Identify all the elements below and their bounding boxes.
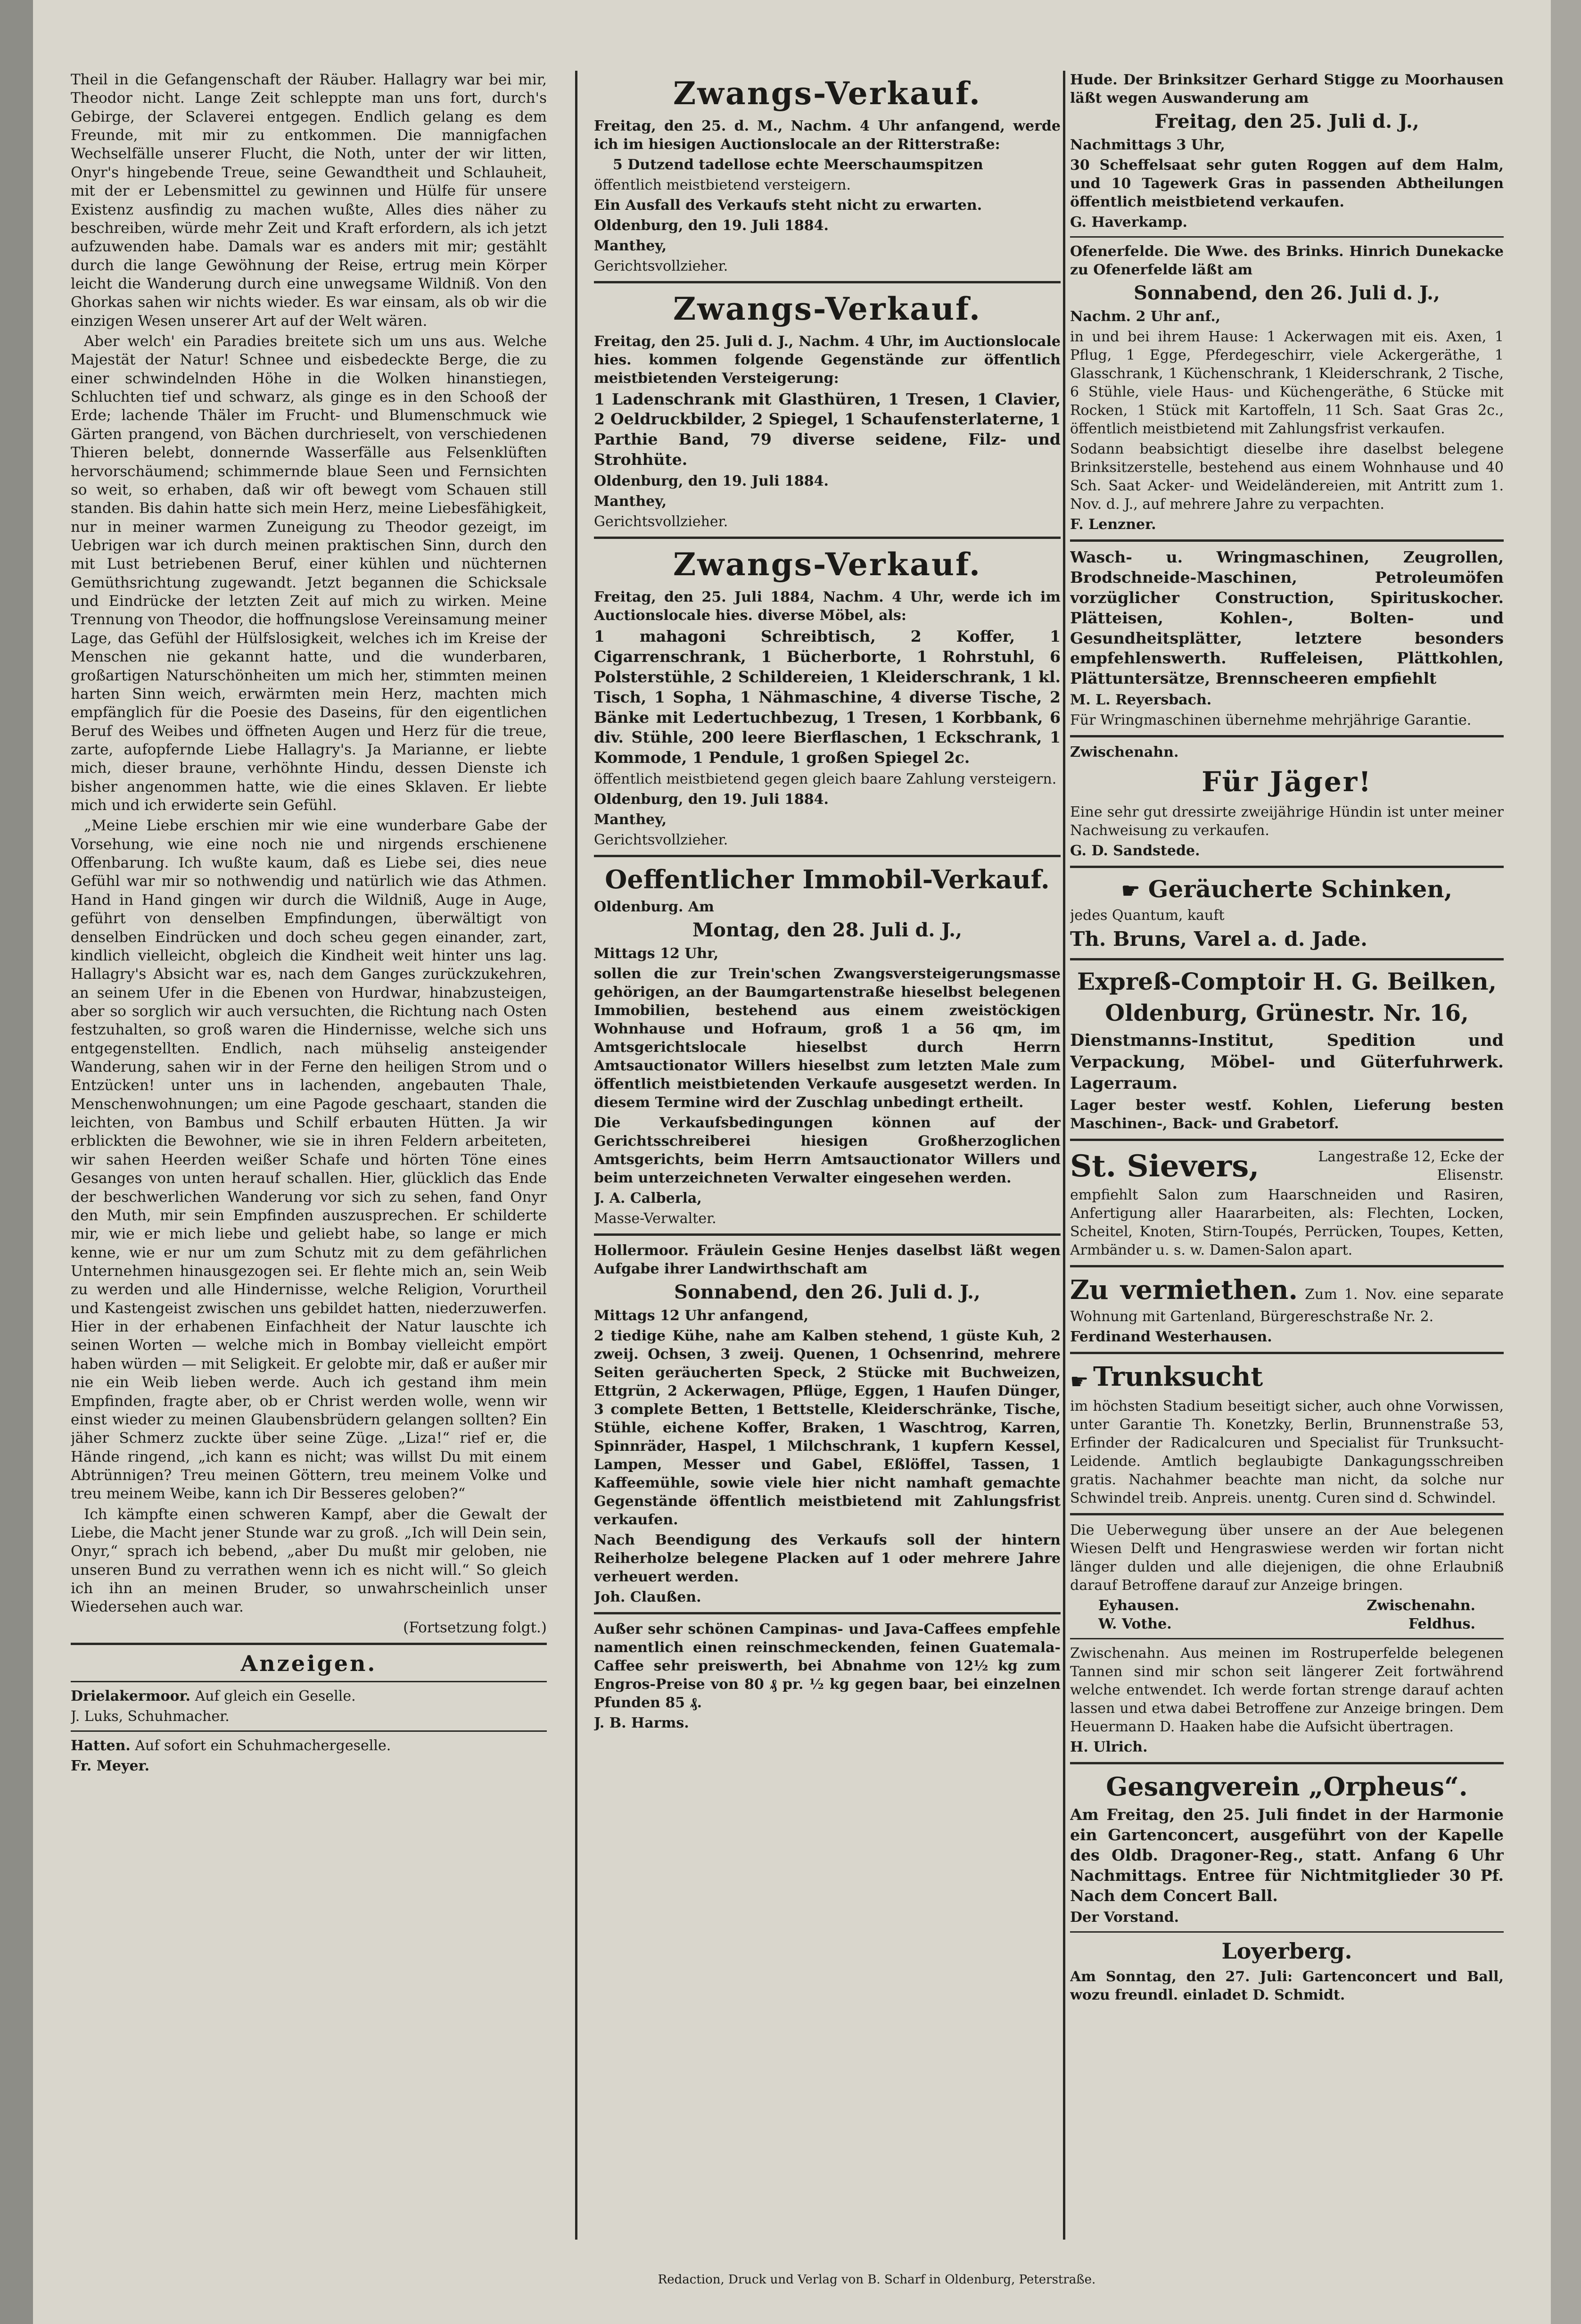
barber-ad	[1070, 1147, 1504, 1259]
ad-note: Ein Ausfall des Verkaufs steht nicht zu erwarten.	[594, 197, 982, 214]
ad-signature-title: Gerichtsvollzieher.	[594, 832, 728, 849]
ad-intro: Hude. Der Brinksitzer Gerhard Stigge zu Moorhausen läßt wegen Auswanderung am	[1070, 72, 1504, 107]
pointing-hand-icon: ☛	[1070, 1370, 1089, 1394]
ad-dateline: Oldenburg, den 19. Juli 1884.	[594, 791, 829, 808]
ad-signature: M. L. Reyersbach.	[1070, 692, 1212, 709]
ad-body: Die Verkaufsbedingungen können auf der Gerichtsschreiberei hiesigen Großherzoglichen Amtsgerichts, beim Herrn Amtsauctionator Willers und beim unterzeichneten Verwalter eingesehen werden.	[594, 1115, 1061, 1187]
story-paragraph: „Meine Liebe erschien mir wie eine wunderbare Gabe der Vorsehung, wie eine noch nie und nirgends erschienene Offenbarung. Ich wußte kaum, daß es Liebe sei, dies neue Gefühl war mir so nothwendig und natürlich wie das Athmen. Hand in Hand gingen wir durch die Wildniß, Auge in Auge, geführt von denselben Empfindungen, überwältigt von denselben Eindrücken und doch scheu gegen einander, zart, kindlich vielleicht, obgleich die Kindheit weit hinter uns lag. Hallagry's Absicht war es, nach dem Ganges zurückzukehren, an seinem Ufer in die Ebenen von Hurdwar, hinabzusteigen, aber so sorglich wir auch versuchten, die Richtung nach Osten festzuhalten, so groß waren die Hindernisse, welche sich uns entgegenstellten. Endlich, nach mühselig ansteigender Wanderung, sahen wir in der Ferne den heiligen Strom und o Entzücken! unter uns in lachenden, angebauten Thale, Menschenwohnungen; um eine Pagode geschaart, standen die leichten, von Bambus und Schilf erbauten Hütten. Ja wir erblickten die Bewohner, wie sie in ihren Feldern arbeiteten, wir sahen Heerden weißer Schafe und hörten Töne eines Gesanges von unten herauf schallen. Hier, glücklich das Ende der beschwerlichen Wanderung vor sich zu sehen, fand Onyr den Muth, mir sein Empfinden auszusprechen. Er schilderte mir, wie er mich liebe und geliebt habe, so lange er mich kenne, wie er nur um zum Schutz mit zu dem gefährlichen Unternehmen hinausgezogen sei. Er flehte mich an, sein Weib zu werden und alle Hindernisse, welche Religion, Vorurtheil und Kastengeist zwischen uns gebildet hatten, niederzuwerfen. Hier in der erhabenen Einfachheit der Natur lauschte ich seinen Worten — welche mich in Bombay vielleicht empört haben würden — mit Seligkeit. Er gelobte mir, daß er außer mir nie ein Weib lieben werde. Auch ich gestand ihm mein Empfinden, fragte aber, ob er Christ werden wolle, wenn wir einst wieder zu meinen Glaubensbrüdern gelangen sollten? Ein jäher Schmerz zuckte über seine Züge. „Liza!“ rief er, die Hände ringend, „ich kann es nicht; was willst Du mit einem Abtrünnigen? Treu meinen Göttern, treu meinem Volke und treu meinem Weibe, kann ich Dir Besseres geloben?“	[71, 817, 547, 1503]
auction-ad-3	[594, 545, 1061, 849]
ad-body: Sodann beabsichtigt dieselbe ihre daselbst belegene Brinksitzerstelle, bestehend aus einem Wohnhause und 40 Sch. Saat Acker- und Weideländereien, mit Antritt zum 1. Nov. d. J., auf mehrere Jahre zu verpachten.	[1070, 441, 1504, 513]
ad-title: Für Jäger!	[1202, 766, 1372, 798]
ad-signature: G. Haverkamp.	[1070, 214, 1187, 231]
ad-place: Hatten.	[71, 1737, 131, 1754]
ad-signature: Manthey,	[594, 811, 667, 828]
ad-text: Am Sonntag, den 27. Juli: Gartenconcert und Ball, wozu freundl. einladet D. Schmidt.	[1070, 1968, 1504, 2003]
timber-notice-ad	[1070, 1644, 1504, 1756]
farm-auction-ad	[594, 1241, 1061, 1606]
ad-items: 1 Ladenschrank mit Glasthüren, 1 Tresen, 1 Clavier, 2 Oeldruckbilder, 2 Spiegel, 1 Schaufensterlaterne, 1 Parthie Band, 79 diverse seidene, Filz- und Strohhüte.	[594, 389, 1061, 469]
ad-firm: Th. Bruns, Varel a. d. Jade.	[1070, 927, 1367, 951]
ad-text: Zum 1. Nov. eine separate Wohnung mit Gartenland, Bürgereschstraße Nr. 2.	[1070, 1286, 1504, 1325]
ad-text: Dienstmanns-Institut, Spedition und Verpackung, Möbel- und Güterfuhrwerk. Lagerraum.	[1070, 1031, 1504, 1093]
ad-title: Zwangs-Verkauf.	[673, 75, 982, 112]
ad-text: Auf sofort ein Schuhmachergeselle.	[135, 1737, 391, 1754]
column-rule	[1063, 71, 1065, 2240]
ad-text: im höchsten Stadium beseitigt sicher, auch ohne Vorwissen, unter Garantie Th. Konetzky, Berlin, Brunnenstraße 53, Erfinder der Radicalcuren und Specialist für Trunksucht-Leidende. Amtlich beglaubigte Dankagungsschreiben gratis. Nachahmer beachte man nicht, da solche nur Schwindel treib. Anpreis. unentg. Curen sind d. Schwindel.	[1070, 1398, 1504, 1507]
ad-text: jedes Quantum, kauft	[1070, 907, 1225, 924]
ad-text: Eine sehr gut dressirte zweijährige Hündin ist unter meiner Nachweisung zu verkaufen.	[1070, 803, 1504, 839]
ad-dateline: Oldenburg, den 19. Juli 1884.	[594, 217, 829, 234]
ad-note: Für Wringmaschinen übernehme mehrjährige Garantie.	[1070, 712, 1472, 729]
ad-title: Zu vermiethen.	[1070, 1274, 1298, 1306]
column-story	[71, 71, 547, 1777]
ad-item: 5 Dutzend tadellose echte Meerschaumspitzen	[613, 156, 983, 173]
ad-signature: W. Vothe.	[1098, 1616, 1172, 1633]
ad-address: Langestraße 12, Ecke der Elisenstr.	[1318, 1149, 1504, 1184]
classified-ad	[71, 1737, 547, 1775]
meadow-notice-ad	[1070, 1521, 1504, 1633]
ad-signature: Fr. Meyer.	[71, 1758, 150, 1775]
ad-text: Auf gleich ein Geselle.	[195, 1688, 356, 1705]
ad-signature: Der Vorstand.	[1070, 1909, 1179, 1926]
ad-time: Mittags 12 Uhr,	[594, 945, 719, 962]
ad-body: Freitag, den 25. Juli 1884, Nachm. 4 Uhr, werde ich im Auctionslocale hies. diverse Möbel, als:	[594, 588, 1061, 624]
ad-body: Nach Beendigung des Verkaufs soll der hintern Reiherholze belegene Placken auf 1 oder mehrere Jahre verheuert werden.	[594, 1532, 1061, 1586]
story-paragraph: Ich kämpfte einen schweren Kampf, aber die Gewalt der Liebe, die Macht jener Stunde war zu groß. „Ich will Dein sein, Onyr,“ sprach ich bebend, „aber Du mußt mir geloben, nie unseren Bund zu verrathen wenn ich es nicht will.“ So gleich ich ihn an meinen Bruder, so unwahrscheinlich unser Wiedersehen auch war.	[71, 1505, 547, 1616]
ad-text: Außer sehr schönen Campinas- und Java-Caffees empfehle namentlich einen reinschmeckenden, feinen Guatemala-Caffee sehr preiswerth, bei Abnahme von 12½ kg zum Engros-Preise von 80 ₰ pr. ½ kg gegen baar, bei einzelnen Pfunden 85 ₰.	[594, 1621, 1061, 1712]
ad-title: St. Sievers,	[1070, 1148, 1260, 1184]
ad-body: in und bei ihrem Hause: 1 Ackerwagen mit eis. Axen, 1 Pflug, 1 Egge, Pferdegeschirr, viele Ackergeräthe, 1 Glasschrank, 1 Küchenschrank, 1 Kleiderschrank, 2 Tische, 6 Stühle, viele Haus- und Küchengeräthe, 6 Stücke mit Rocken, 1 Stück mit Kartoffeln, 11 Sch. Saat Gras 2c., öffentlich meistbietend mit Zahlungsfrist verkaufen.	[1070, 329, 1504, 437]
ad-title: Trunksucht	[1093, 1361, 1263, 1392]
story-paragraph: Aber welch' ein Paradies breitete sich um uns aus. Welche Majestät der Natur! Schnee und eisbedeckte Berge, die zu einer schwindelnden Höhe in die Wolken hinanstiegen, Schluchten tief und schwarz, als ginge es in den Schooß der Erde; lachende Thäler im Frucht- und Blumenschmuck wie Gärten prangend, von Bächen durchrieselt, von verschiedenen Thieren belebt, donnernde Wasserfälle aus Felsenklüften hervorschäumend; schimmernde blaue Seen und Fernsichten so weit, so erhaben, daß wir oft bewegt vom Schauen still standen. Bis dahin hatte sich mein Herz, meine Liebesfähigkeit, nur in meiner warmen Zuneigung zu Theodor gezeigt, im Uebrigen war ich durch meinen praktischen Sinn, durch den mit Lust betriebenen Beruf, einer kühlen und nüchternen Gemüthsrichtung zugewandt. Jetzt begannen die Schicksale und Eindrücke der letzten Zeit auf mich zu wirken. Meine Trennung von Theodor, die hoffnungslose Vereinsamung meiner Lage, das Gefühl der Hülfslosigkeit, welches ich im Kreise der Menschen nie gekannt hatte, und die wunderbaren, großartigen Naturschönheiten um mich her, stimmten meinen harten Sinn weich, erwärmten mein Herz, machten mich empfänglich für die Poesie des Daseins, für den eigentlichen Beruf des Weibes und öffneten Augen und Herz für die treue, zarte, aufopfernde Liebe Hallagry's. Ja Marianne, er liebte mich, dieser braune, verhöhnte Hindu, dessen Dienste ich bisher angenommen hatte, wie die eines Sklaven. Er liebte mich und ich erwiderte sein Gefühl.	[71, 333, 547, 814]
column-ads	[1070, 71, 1504, 2006]
serial-story	[71, 71, 547, 1637]
ad-intro: Ofenerfelde. Die Wwe. des Brinks. Hinrich Dunekacke zu Ofenerfelde läßt am	[1070, 243, 1504, 278]
ad-items: 2 tiedige Kühe, nahe am Kalben stehend, 1 güste Kuh, 2 zweij. Ochsen, 3 zweij. Quenen, 1 Ochsenrind, mehrere Seiten geräucherten Speck, 2 Stücke mit Buchweizen, Ettgrün, 2 Ackerwagen, Pflüge, Eggen, 1 Haufen Dünger, 3 complete Betten, 1 Bettstelle, Kleiderschränke, Tische, Stühle, eichene Koffer, Braken, 1 Waschtrog, Karren, Spinnräder, Haspel, 1 Milchschrank, 1 kupfern Kessel, Lampen, Messer und Gabel, Eßlöffel, Tassen, 1 Kaffeemühle, sowie viele hier nicht namhaft gemachte Gegenstände öffentlich meistbietend mit Zahlungsfrist verkaufen.	[594, 1328, 1061, 1529]
ad-text: Zwischenahn. Aus meinen im Rostruperfelde belegenen Tannen sind mir schon seit längerer Zeit fortwährend welche entwendet. Ich werde fortan strenge darauf achten lassen und etwa dabei Betroffene zur Anzeige bringen. Dem Heuermann D. Haaken habe die Aufsicht übertragen.	[1070, 1645, 1504, 1736]
ham-ad	[1070, 874, 1504, 952]
ad-title: Geräucherte Schinken,	[1148, 875, 1453, 903]
ad-text: Wasch- u. Wringmaschinen, Zeugrollen, Brodschneide-Maschinen, Petroleumöfen vorzüglicher Construction, Spirituskocher. Plätteisen, Kohlen-, Bolten- und Gesundheitsplätter, letztere besonders empfehlenswerth. Ruffeleisen, Plättkohlen, Plättuntersätze, Brennscheeren empfiehlt	[1070, 548, 1504, 688]
ad-date: Sonnabend, den 26. Juli d. J.,	[674, 1281, 980, 1304]
ad-body: öffentlich meistbietend versteigern.	[594, 176, 851, 193]
ad-signature: Manthey,	[594, 237, 667, 254]
imprint-line: Redaction, Druck und Verlag von B. Scharf in Oldenburg, Peterstraße.	[658, 2273, 1096, 2287]
ad-signature: Ferdinand Westerhausen.	[1070, 1328, 1272, 1345]
alcoholism-cure-ad	[1070, 1360, 1504, 1508]
express-office-ad	[1070, 966, 1504, 1133]
ad-title: Zwangs-Verkauf.	[673, 290, 982, 327]
ad-body: Freitag, den 25. d. M., Nachm. 4 Uhr anfangend, werde ich im hiesigen Auctionslocale an der Ritterstraße:	[594, 117, 1061, 153]
story-paragraph: Theil in die Gefangenschaft der Räuber. Hallagry war bei mir, Theodor nicht. Lange Zeit schleppte man uns fort, durch's Gebirge, der Sclaverei entgegen. Endlich gelang es dem Freunde, mit mir zu entkommen. Die mannigfachen Wechselfälle unserer Flucht, die Noth, unter der wir litten, Onyr's hingebende Treue, seine Gewandtheit und Schlauheit, mit der er Lebensmittel zu gewinnen und Hülfe für unsere Existenz ausfindig zu machen wußte, Alles dies näher zu beschreiben, würde mehr Zeit und Kraft erfordern, als ich jetzt aufzuwenden habe. Damals war es anders mit mir; gestählt durch die lange Gewöhnung der Reise, ertrug mein Körper leicht die Wanderung durch eine unwegsame Wildniß. Von den Ghorkas sahen wir nichts wieder. Es war einsam, als ob wir die einzigen Wesen unserer Art auf der Welt wären.	[71, 71, 547, 330]
ad-place: Zwischenahn.	[1070, 744, 1179, 761]
ad-time: Nachmittags 3 Uhr,	[1070, 137, 1225, 153]
household-sale-ad	[1070, 242, 1504, 534]
hardware-ad	[1070, 547, 1504, 729]
garden-concert-ad	[1070, 1937, 1504, 2004]
ad-signature: F. Lenzner.	[1070, 516, 1156, 533]
ad-text: Am Freitag, den 25. Juli findet in der Harmonie ein Gartenconcert, ausgeführt von der Kapelle des Oldb. Dragoner-Reg., statt. Anfang 6 Uhr Nachmittags. Entree für Nichtmitglieder 30 Pf. Nach dem Concert Ball.	[1070, 1805, 1504, 1905]
ad-intro: Hollermoor. Fräulein Gesine Henjes daselbst läßt wegen Aufgabe ihrer Landwirthschaft am	[594, 1242, 1061, 1278]
ad-time: Nachm. 2 Uhr anf.,	[1070, 308, 1221, 325]
pointing-hand-icon: ☛	[1121, 879, 1140, 903]
auction-ad-2	[594, 289, 1061, 531]
ad-signature-title: Gerichtsvollzieher.	[594, 513, 728, 530]
ad-date: Montag, den 28. Juli d. J.,	[692, 919, 962, 942]
ad-title: Oeffentlicher Immobil-Verkauf.	[605, 864, 1050, 895]
ad-title: Zwangs-Verkauf.	[673, 546, 982, 583]
coffee-ad	[594, 1620, 1061, 1732]
ad-signature: Manthey,	[594, 493, 667, 510]
ad-signature: H. Ulrich.	[1070, 1739, 1148, 1756]
ad-signature-title: Masse-Verwalter.	[594, 1210, 716, 1227]
ad-items: 30 Scheffelsaat sehr guten Roggen auf dem Halm, und 10 Tagewerk Gras in passenden Abtheilungen öffentlich meistbietend verkaufen.	[1070, 157, 1504, 210]
ad-signature: Joh. Claußen.	[594, 1589, 701, 1606]
choir-concert-ad	[1070, 1770, 1504, 1927]
ad-signature: G. D. Sandstede.	[1070, 842, 1200, 859]
ad-text: Die Ueberwegung über unsere an der Aue belegenen Wiesen Delft und Hengraswiese werden wir fortan nicht länger dulden und alle diejenigen, die ohne Erlaubniß darauf Betroffene darauf zur Anzeige bringen.	[1070, 1522, 1504, 1594]
column-rule	[575, 71, 577, 2240]
column-auctions	[594, 71, 1061, 1734]
ad-body: öffentlich meistbietend gegen gleich baare Zahlung versteigern.	[594, 771, 1057, 788]
ad-signature: J. A. Calberla,	[594, 1190, 702, 1207]
ad-date: Sonnabend, den 26. Juli d. J.,	[1134, 282, 1440, 304]
ad-title: Gesangverein „Orpheus“.	[1106, 1771, 1468, 1802]
ad-signature: J. Luks, Schuhmacher.	[71, 1708, 230, 1725]
rental-ad	[1070, 1273, 1504, 1346]
ad-dateline: Oldenburg, den 19. Juli 1884.	[594, 473, 829, 490]
ad-body: sollen die zur Trein'schen Zwangsversteigerungsmasse gehörigen, an der Baumgartenstraße hieselbst belegenen Immobilien, bestehend aus einem zweistöckigen Wohnhause und Hofraum, groß 1 a 56 qm, im Amtsgerichtslocale hieselbst durch Herrn Amtsauctionator Willers hieselbst zum letzten Male zum öffentlich meistbietenden Verkaufe ausgesetzt werden. In diesem Termine wird der Zuschlag unbedingt ertheilt.	[594, 966, 1061, 1111]
harvest-sale-ad	[1070, 71, 1504, 232]
ad-text: Lager bester westf. Kohlen, Lieferung besten Maschinen-, Back- und Grabetorf.	[1070, 1097, 1504, 1132]
page-edge	[1551, 0, 1581, 2324]
auction-ad-1	[594, 74, 1061, 275]
ad-place: Eyhausen.	[1098, 1597, 1179, 1614]
dog-sale-ad	[1070, 743, 1504, 860]
section-title-anzeigen: Anzeigen.	[240, 1651, 377, 1677]
classified-ad	[71, 1687, 547, 1726]
real-estate-ad	[594, 863, 1061, 1228]
ad-time: Mittags 12 Uhr anfangend,	[594, 1307, 809, 1324]
story-continuation: (Fortsetzung folgt.)	[403, 1619, 547, 1636]
ad-place: Zwischenahn.	[1367, 1597, 1475, 1614]
ad-items: 1 mahagoni Schreibtisch, 2 Koffer, 1 Cigarrenschrank, 1 Bücherborte, 1 Rohrstuhl, 6 Polsterstühle, 2 Schildereien, 1 Kleiderschrank, 1 kl. Tisch, 1 Sopha, 1 Nähmaschine, 4 diverse Tische, 2 Bänke mit Ledertuchbezug, 1 Tresen, 1 Korbbank, 6 div. Stühle, 200 leere Bierflaschen, 1 Eckschrank, 1 Kommode, 1 Pendule, 1 großen Spiegel 2c.	[594, 627, 1061, 767]
ad-date: Freitag, den 25. Juli d. J.,	[1154, 110, 1419, 132]
ad-signature: Feldhus.	[1408, 1616, 1475, 1633]
ad-address: Oldenburg, Grünestr. Nr. 16,	[1105, 1000, 1469, 1026]
ad-title: Expreß-Comptoir H. G. Beilken,	[1077, 967, 1497, 995]
ad-place: Drielakermoor.	[71, 1688, 191, 1705]
ad-title: Loyerberg.	[1221, 1938, 1352, 1964]
ad-text: empfiehlt Salon zum Haarschneiden und Rasiren, Anfertigung aller Haararbeiten, als: Flechten, Locken, Scheitel, Knoten, Stirn-Toupés, Perrücken, Toupes, Ketten, Armbänder u. s. w. Damen-Salon apart.	[1070, 1186, 1504, 1258]
ad-signature-title: Gerichtsvollzieher.	[594, 257, 728, 274]
ad-place: Oldenburg. Am	[594, 899, 714, 916]
ad-body: Freitag, den 25. Juli d. J., Nachm. 4 Uhr, im Auctionslocale hies. kommen folgende Gegenstände zur öffentlich meistbietenden Versteigerung:	[594, 333, 1061, 387]
ad-signature: J. B. Harms.	[594, 1715, 689, 1732]
